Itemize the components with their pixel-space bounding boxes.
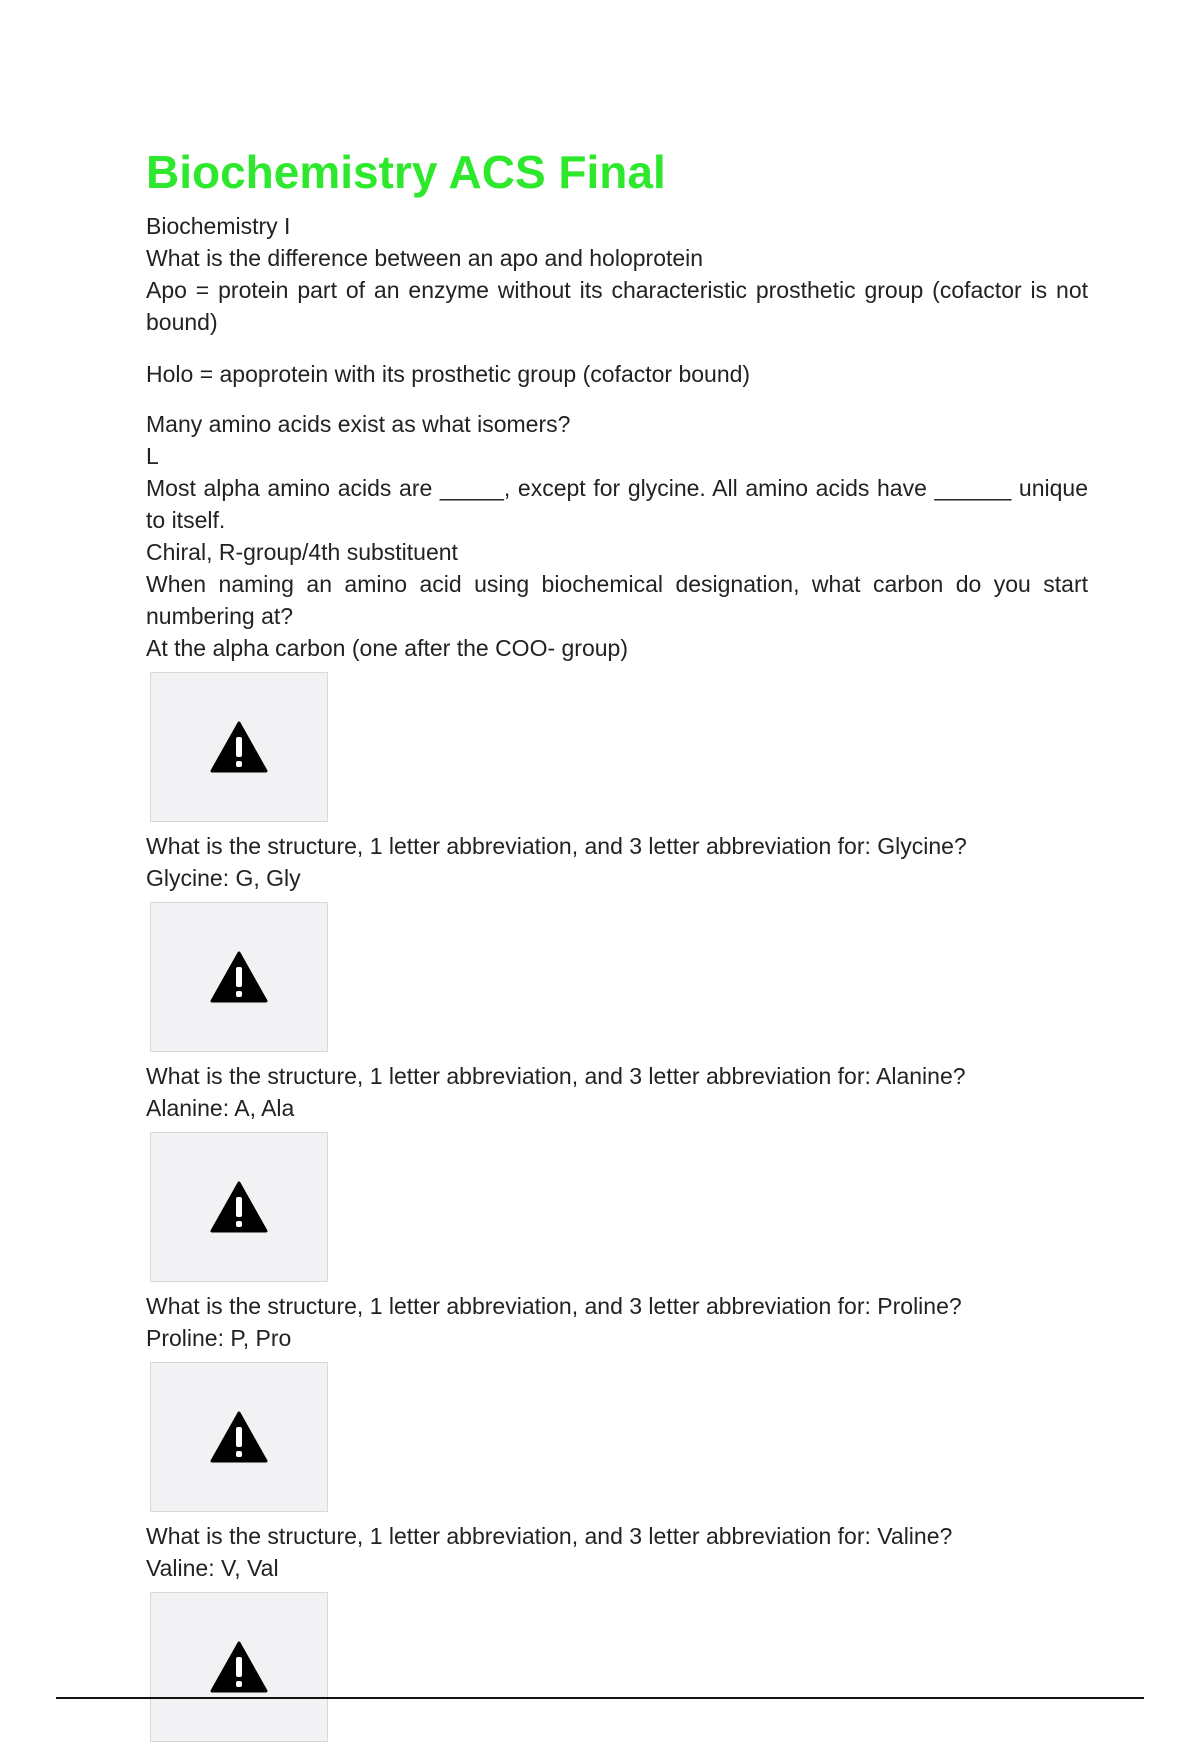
answer-holo: Holo = apoprotein with its prosthetic group (cofactor bound) (146, 361, 751, 387)
warning-triangle-icon (210, 1181, 268, 1233)
warning-triangle-icon (210, 721, 268, 773)
answer-valine: Valine: V, Val (146, 1555, 279, 1581)
image-placeholder (150, 1592, 328, 1742)
question-glycine: What is the structure, 1 letter abbreviation, and 3 letter abbreviation for: Glycine? (146, 833, 967, 859)
page-bottom-rule (56, 1697, 1144, 1699)
image-placeholder (150, 1362, 328, 1512)
question-isomers: Many amino acids exist as what isomers? (146, 411, 571, 437)
question-chiral: Most alpha amino acids are _____, except for glycine. All amino acids have ______ unique to itself. (146, 475, 1088, 533)
image-placeholder (150, 1132, 328, 1282)
course-name: Biochemistry I (146, 213, 291, 239)
question-apo-holo: What is the difference between an apo and holoprotein (146, 245, 704, 271)
image-placeholder (150, 902, 328, 1052)
answer-numbering: At the alpha carbon (one after the COO- group) (146, 635, 628, 661)
question-numbering: When naming an amino acid using biochemical designation, what carbon do you start numbering at? (146, 571, 1088, 629)
answer-glycine: Glycine: G, Gly (146, 865, 301, 891)
answer-proline: Proline: P, Pro (146, 1325, 292, 1351)
question-proline: What is the structure, 1 letter abbreviation, and 3 letter abbreviation for: Proline? (146, 1293, 962, 1319)
answer-chiral: Chiral, R-group/4th substituent (146, 539, 458, 565)
question-valine: What is the structure, 1 letter abbreviation, and 3 letter abbreviation for: Valine? (146, 1523, 953, 1549)
answer-isomers: L (146, 443, 159, 469)
warning-triangle-icon (210, 1411, 268, 1463)
question-alanine: What is the structure, 1 letter abbreviation, and 3 letter abbreviation for: Alanine? (146, 1063, 966, 1089)
answer-alanine: Alanine: A, Ala (146, 1095, 295, 1121)
document-title: Biochemistry ACS Final (146, 146, 666, 198)
warning-triangle-icon (210, 951, 268, 1003)
image-placeholder (150, 672, 328, 822)
warning-triangle-icon (210, 1641, 268, 1693)
document-page (146, 140, 1088, 1750)
answer-apo: Apo = protein part of an enzyme without its characteristic prosthetic group (cofactor is not bound) (146, 277, 1088, 335)
